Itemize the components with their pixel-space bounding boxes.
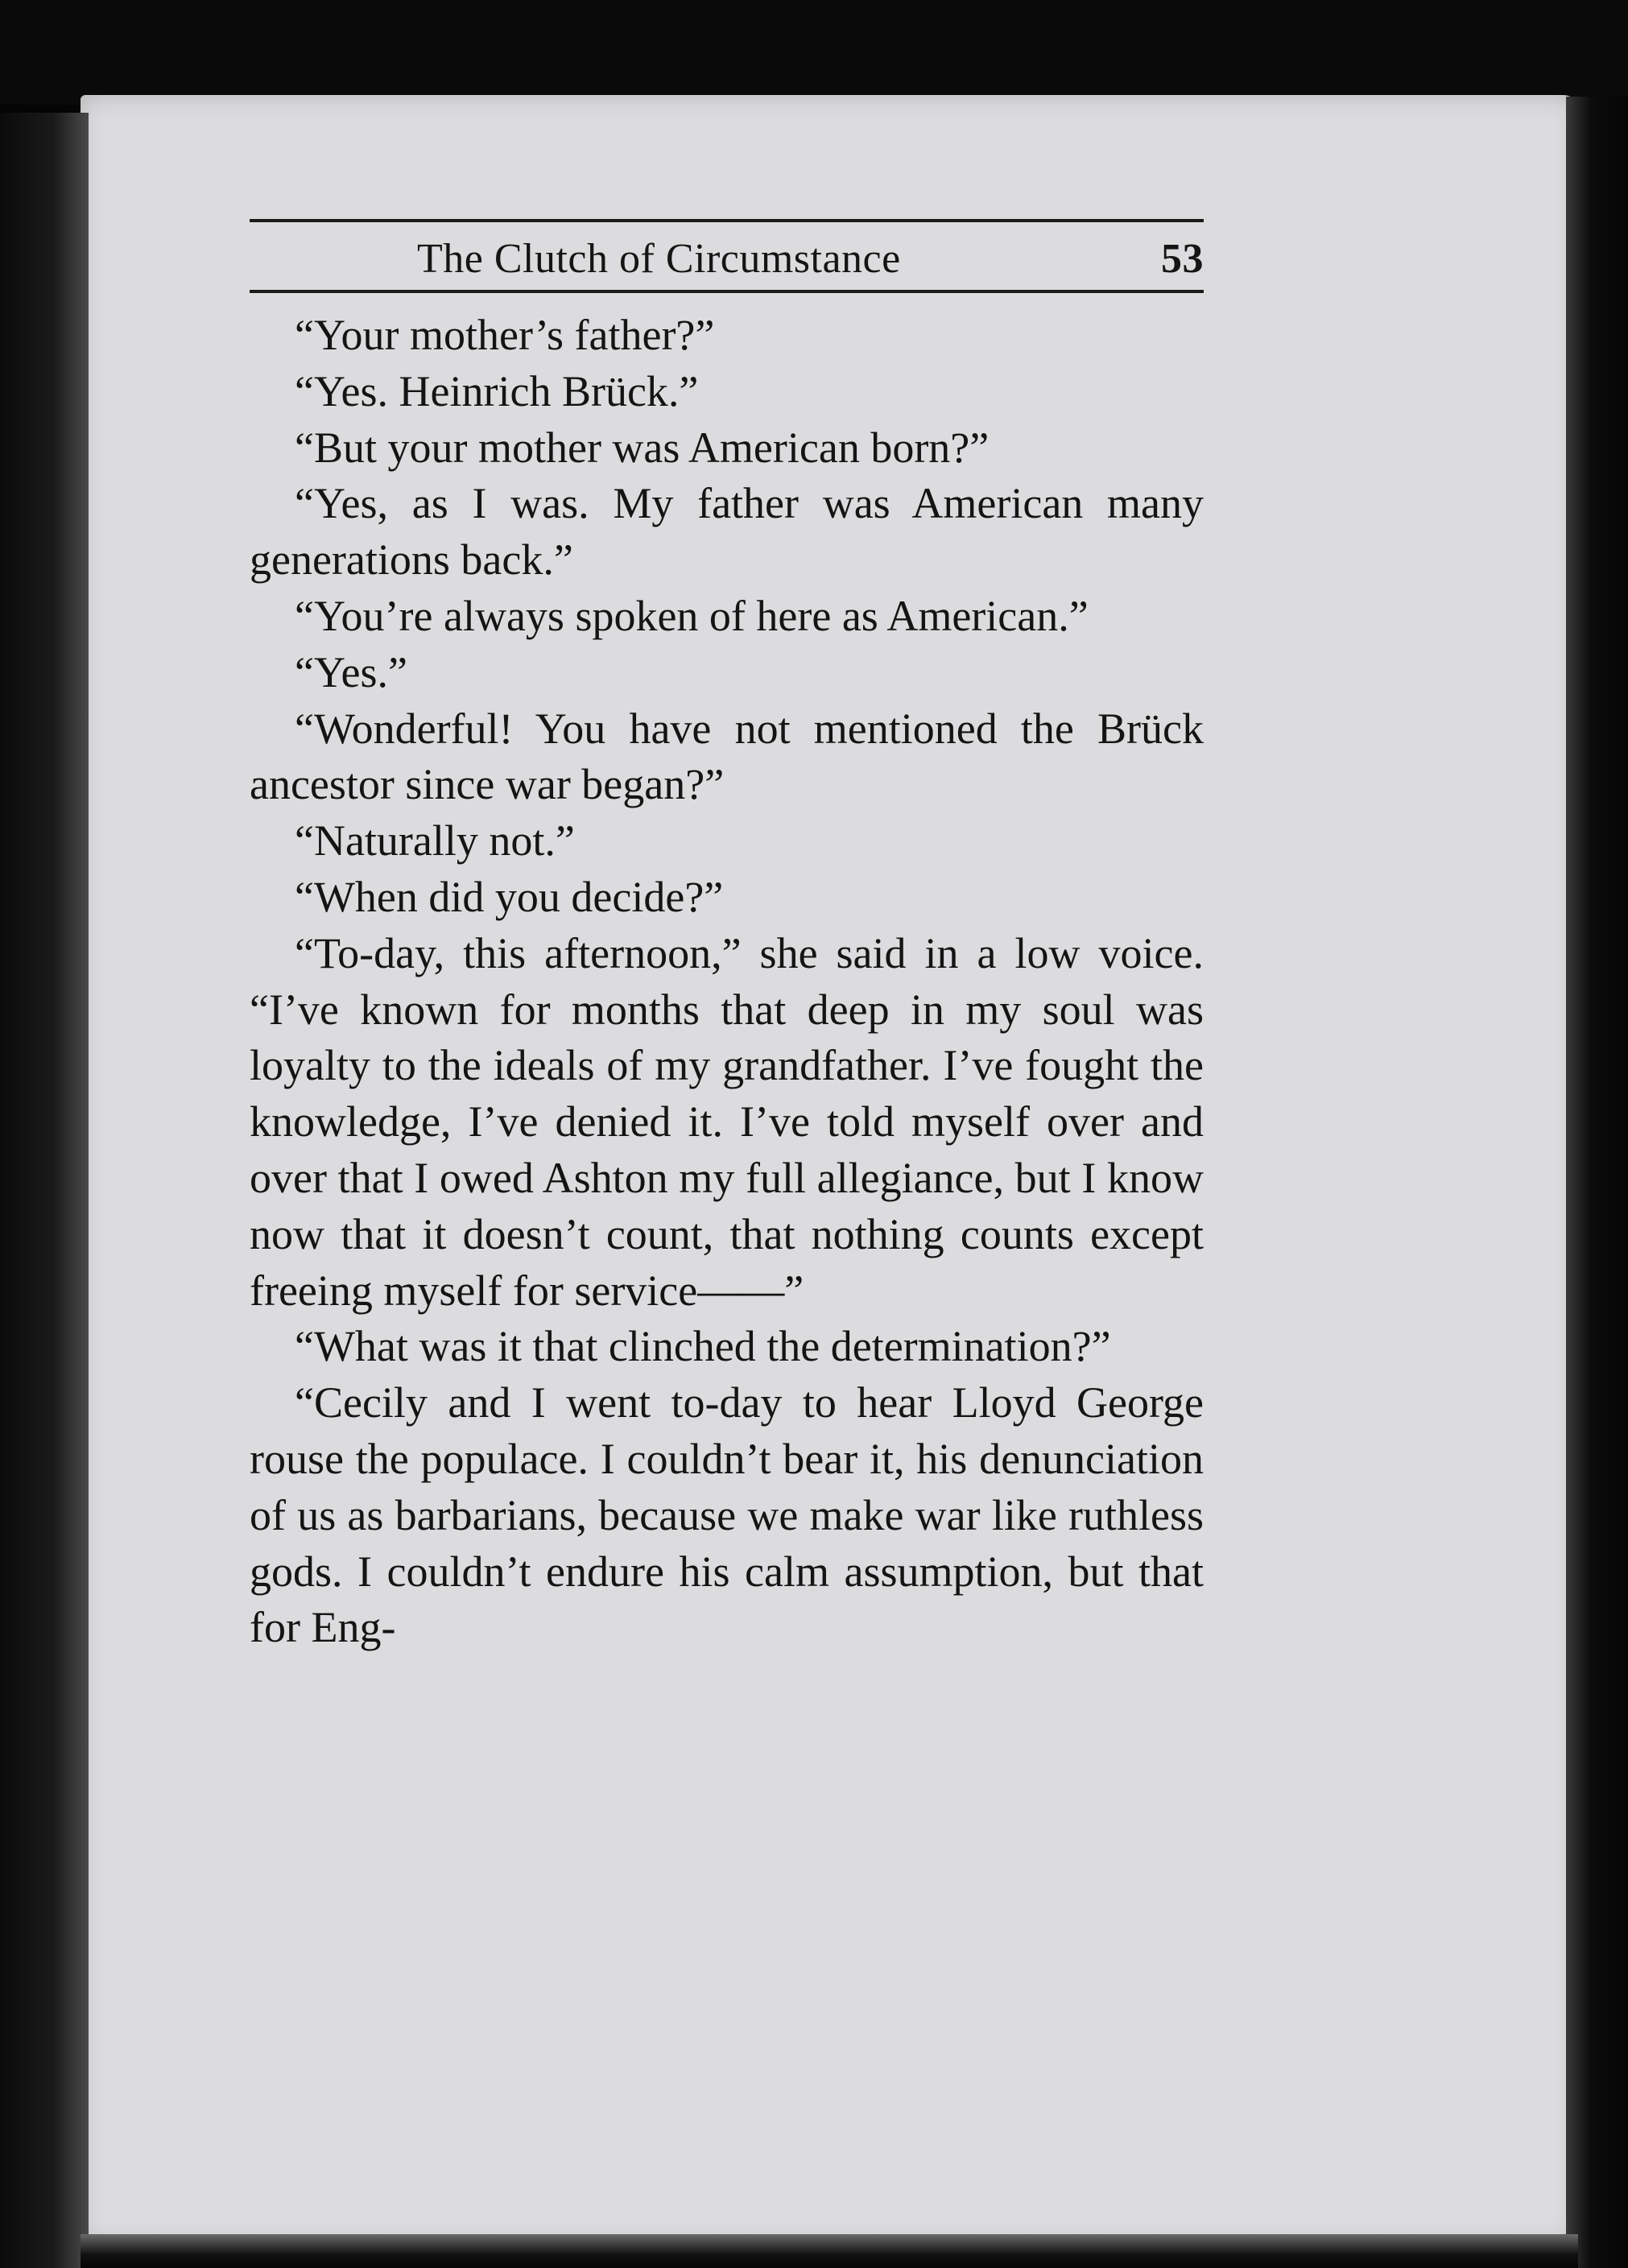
header-rule-bottom: [250, 290, 1204, 293]
paragraph: “Yes.”: [295, 647, 408, 696]
paragraph: “Yes. Heinrich Brück.”: [295, 366, 699, 415]
paragraph: “You’re always spoken of here as American.”: [295, 591, 1089, 640]
page-number: 53: [1161, 236, 1204, 282]
paragraph: “To-day, this afternoon,” she said in a low voice. “I’ve known for months that deep in my soul was loyalty to the ideals of my grandfather. I’ve fought the knowledge, I’ve denied it. I’ve told myself over and over that I owed Ashton my full allegiance, but I know now that it doesn’t count, that nothing counts except freeing myself for service——”: [250, 928, 1204, 1315]
header-rule-top: [250, 219, 1204, 222]
paragraph: “Naturally not.”: [295, 816, 575, 865]
paragraph: “Wonderful! You have not mentioned the Brück ancestor since war began?”: [250, 704, 1204, 809]
paragraph: “When did you decide?”: [295, 872, 724, 921]
scan-background-top: [0, 0, 1628, 105]
paragraph: “Yes, as I was. My father was American many generations back.”: [250, 479, 1204, 585]
paragraph: “Your mother’s father?”: [295, 311, 715, 359]
page-right-edge: [1566, 97, 1628, 2268]
running-head-title: The Clutch of Circumstance: [417, 236, 901, 282]
paragraph: “What was it that clinched the determination?”: [295, 1322, 1111, 1371]
book-spine-edge: [0, 113, 89, 2268]
page-text-block: [250, 219, 1204, 1656]
paragraph: “But your mother was American born?”: [295, 423, 990, 472]
running-head: [250, 233, 1204, 285]
paragraph: “Cecily and I went to-day to hear Lloyd George rouse the populace. I couldn’t bear it, his denunciation of us as barbarians, because we make war like ruthless gods. I couldn’t endure his calm assumption, but that for Eng-: [250, 1378, 1204, 1652]
page-bottom-edge: [81, 2234, 1578, 2268]
body-text: [250, 308, 1204, 1656]
